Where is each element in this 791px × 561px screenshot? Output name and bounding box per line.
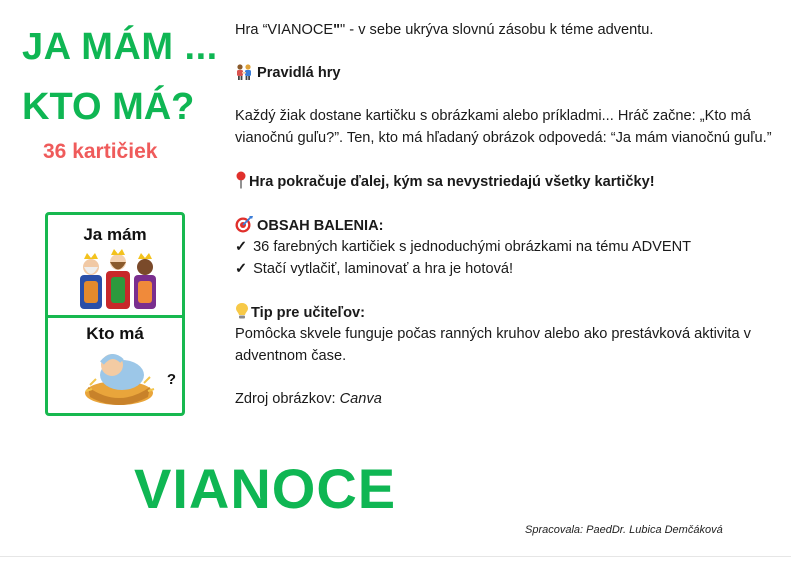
package-item: [235, 259, 775, 281]
people-holding-hands-icon: [235, 64, 253, 80]
bottom-divider: [0, 556, 791, 557]
footer-title: VIANOCE: [134, 457, 397, 520]
rules-heading-text: Pravidlá hry: [257, 65, 341, 81]
package-item-text: Stačí vytlačiť, laminovať a hra je hotová!: [253, 260, 514, 277]
intro-text-a: Hra “VIANOCE: [235, 22, 334, 38]
tip-heading-text: Tip pre učiteľov:: [251, 304, 366, 321]
card-bottom-label: Kto má: [86, 324, 144, 343]
rules-text: Každý žiak dostane kartičku s obrázkami alebo príkladmi... Hráč začne: „Kto má vianočnú guľu?”. Ten, kto má hľadaný obrázok odpovedá: “Ja mám vianočnú guľu.”: [235, 108, 772, 146]
lightbulb-icon: [235, 302, 249, 320]
intro-quote: ": [333, 22, 341, 38]
card-count: 36 kartičiek: [43, 140, 158, 163]
three-kings-illustration: [76, 247, 160, 311]
description: [235, 20, 775, 410]
card-top-label: Ja mám: [83, 225, 147, 244]
package-heading: [235, 215, 775, 238]
intro-text-b: " - v sebe ukrýva slovnú zásobu k téme adventu.: [340, 22, 654, 38]
rules-heading: [235, 63, 775, 85]
package-heading-text: OBSAH BALENIA:: [257, 217, 384, 234]
check-mark-icon: ✓: [235, 260, 248, 277]
manger-baby-illustration: [82, 343, 156, 409]
pushpin-icon: [235, 171, 247, 189]
title-line-2: KTO MÁ?: [22, 86, 195, 128]
package-item-text: 36 farebných kartičiek s jednoduchými obrázkami na tému ADVENT: [253, 239, 692, 255]
question-mark: ?: [166, 371, 176, 388]
target-icon: [235, 215, 253, 233]
card-divider: [48, 315, 182, 318]
tip-text: Pomôcka skvele funguje počas ranných kruhov alebo ako prestávková aktivita v adventnom čase.: [235, 326, 751, 364]
sample-card: [45, 212, 185, 416]
package-item: [235, 237, 775, 259]
continue-text: Hra pokračuje ďalej, kým sa nevystriedajú všetky kartičky!: [249, 173, 655, 190]
author-credit: Spracovala: PaedDr. Lubica Demčáková: [525, 524, 723, 536]
source-label: Zdroj obrázkov:: [235, 390, 340, 407]
title-line-1: JA MÁM ...: [22, 26, 218, 68]
source-value: Canva: [339, 390, 382, 407]
source-line: [235, 389, 775, 411]
continue-paragraph: [235, 171, 775, 194]
check-mark-icon: ✓: [235, 239, 248, 255]
tip-heading: [235, 302, 775, 325]
intro-paragraph: [235, 20, 775, 42]
